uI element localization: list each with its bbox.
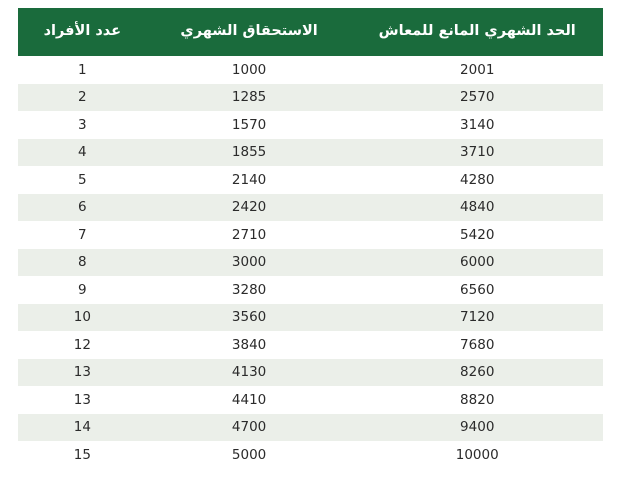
table-row xyxy=(18,139,603,167)
cell-monthly-limit-value: 2570 xyxy=(460,89,495,106)
cell-monthly-entitlement-value: 5000 xyxy=(231,446,267,463)
cell-monthly-limit-value: 4280 xyxy=(460,171,495,188)
cell-monthly-entitlement-value: 4410 xyxy=(231,391,267,408)
table-header xyxy=(18,8,603,56)
cell-monthly-limit xyxy=(351,359,603,387)
cell-members-count xyxy=(18,359,147,387)
cell-monthly-entitlement xyxy=(147,194,352,222)
cell-monthly-limit-value: 6560 xyxy=(460,281,495,298)
cell-monthly-entitlement-value: 3000 xyxy=(231,254,267,271)
cell-monthly-entitlement xyxy=(147,441,352,469)
cell-monthly-limit-value: 9400 xyxy=(460,419,495,436)
cell-monthly-limit-value: 5420 xyxy=(460,226,495,243)
cell-monthly-entitlement xyxy=(147,249,352,277)
cell-monthly-entitlement xyxy=(147,386,352,414)
cell-monthly-limit xyxy=(351,414,603,442)
cell-members-count xyxy=(18,386,147,414)
cell-members-count-value: 10 xyxy=(73,309,91,326)
table-row xyxy=(18,166,603,194)
cell-monthly-limit xyxy=(351,84,603,112)
cell-members-count xyxy=(18,166,147,194)
table-row xyxy=(18,249,603,277)
cell-monthly-limit-value: 3140 xyxy=(460,116,495,133)
column-header-monthly-limit: الحد الشهري المانع للمعاش xyxy=(351,8,603,56)
table-row xyxy=(18,331,603,359)
cell-monthly-limit xyxy=(351,331,603,359)
cell-members-count-value: 9 xyxy=(78,281,87,298)
cell-members-count-value: 4 xyxy=(78,144,87,161)
cell-members-count-value: 2 xyxy=(78,89,87,106)
cell-members-count-value: 5 xyxy=(78,171,87,188)
cell-members-count xyxy=(18,331,147,359)
cell-monthly-entitlement-value: 3840 xyxy=(231,336,267,353)
cell-monthly-entitlement xyxy=(147,139,352,167)
cell-monthly-entitlement xyxy=(147,331,352,359)
cell-monthly-limit xyxy=(351,221,603,249)
cell-monthly-limit-value: 8260 xyxy=(460,364,495,381)
cell-monthly-entitlement xyxy=(147,84,352,112)
table-row xyxy=(18,111,603,139)
cell-members-count xyxy=(18,276,147,304)
cell-monthly-limit xyxy=(351,441,603,469)
cell-members-count-value: 8 xyxy=(78,254,87,271)
cell-monthly-entitlement xyxy=(147,359,352,387)
cell-monthly-entitlement-value: 1285 xyxy=(231,89,267,106)
column-header-members-count: عدد الأفراد xyxy=(18,8,147,56)
cell-members-count-value: 13 xyxy=(73,364,91,381)
cell-monthly-limit-value: 7680 xyxy=(460,336,495,353)
cell-members-count-value: 14 xyxy=(73,419,91,436)
cell-monthly-limit xyxy=(351,139,603,167)
cell-monthly-limit xyxy=(351,386,603,414)
cell-monthly-entitlement xyxy=(147,304,352,332)
cell-monthly-entitlement xyxy=(147,166,352,194)
column-header-monthly-entitlement: الاستحقاق الشهري xyxy=(147,8,352,56)
cell-monthly-entitlement xyxy=(147,221,352,249)
cell-monthly-entitlement-value: 2710 xyxy=(231,226,267,243)
pension-table xyxy=(18,8,603,469)
cell-monthly-entitlement-value: 4700 xyxy=(231,419,267,436)
cell-monthly-entitlement-value: 1000 xyxy=(231,61,267,78)
cell-monthly-limit-value: 8820 xyxy=(460,391,495,408)
cell-members-count xyxy=(18,304,147,332)
cell-members-count xyxy=(18,56,147,84)
cell-monthly-limit-value: 6000 xyxy=(460,254,495,271)
cell-monthly-limit xyxy=(351,56,603,84)
cell-members-count-value: 1 xyxy=(78,61,87,78)
cell-members-count xyxy=(18,84,147,112)
cell-members-count xyxy=(18,249,147,277)
cell-monthly-entitlement-value: 2420 xyxy=(231,199,267,216)
cell-monthly-limit xyxy=(351,276,603,304)
cell-monthly-entitlement-value: 3560 xyxy=(231,309,267,326)
table-row xyxy=(18,276,603,304)
table-row xyxy=(18,221,603,249)
cell-monthly-limit xyxy=(351,249,603,277)
cell-monthly-entitlement-value: 2140 xyxy=(231,171,267,188)
cell-monthly-entitlement-value: 4130 xyxy=(231,364,267,381)
cell-monthly-limit xyxy=(351,166,603,194)
table-row xyxy=(18,441,603,469)
cell-monthly-limit-value: 3710 xyxy=(460,144,495,161)
cell-members-count-value: 6 xyxy=(78,199,87,216)
cell-monthly-entitlement-value: 1855 xyxy=(231,144,267,161)
cell-members-count xyxy=(18,414,147,442)
table-row xyxy=(18,359,603,387)
cell-monthly-entitlement xyxy=(147,111,352,139)
cell-members-count-value: 7 xyxy=(78,226,87,243)
cell-members-count-value: 15 xyxy=(73,446,91,463)
cell-members-count xyxy=(18,441,147,469)
table-row xyxy=(18,386,603,414)
cell-monthly-limit-value: 2001 xyxy=(460,61,495,78)
cell-monthly-entitlement xyxy=(147,276,352,304)
table-body xyxy=(18,56,603,469)
cell-members-count xyxy=(18,194,147,222)
cell-members-count xyxy=(18,221,147,249)
cell-monthly-limit xyxy=(351,194,603,222)
cell-monthly-entitlement xyxy=(147,414,352,442)
cell-monthly-limit-value: 7120 xyxy=(460,309,495,326)
cell-monthly-limit-value: 10000 xyxy=(455,446,499,463)
cell-members-count-value: 3 xyxy=(78,116,87,133)
cell-members-count-value: 13 xyxy=(73,391,91,408)
cell-members-count xyxy=(18,139,147,167)
cell-monthly-entitlement-value: 3280 xyxy=(231,281,267,298)
table-row xyxy=(18,414,603,442)
cell-monthly-limit-value: 4840 xyxy=(460,199,495,216)
cell-members-count xyxy=(18,111,147,139)
table-row xyxy=(18,56,603,84)
cell-monthly-entitlement xyxy=(147,56,352,84)
table-row xyxy=(18,84,603,112)
cell-monthly-entitlement-value: 1570 xyxy=(231,116,267,133)
table-header-row xyxy=(18,8,603,56)
cell-members-count-value: 12 xyxy=(73,336,91,353)
table-row xyxy=(18,304,603,332)
cell-monthly-limit xyxy=(351,304,603,332)
cell-monthly-limit xyxy=(351,111,603,139)
table-row xyxy=(18,194,603,222)
